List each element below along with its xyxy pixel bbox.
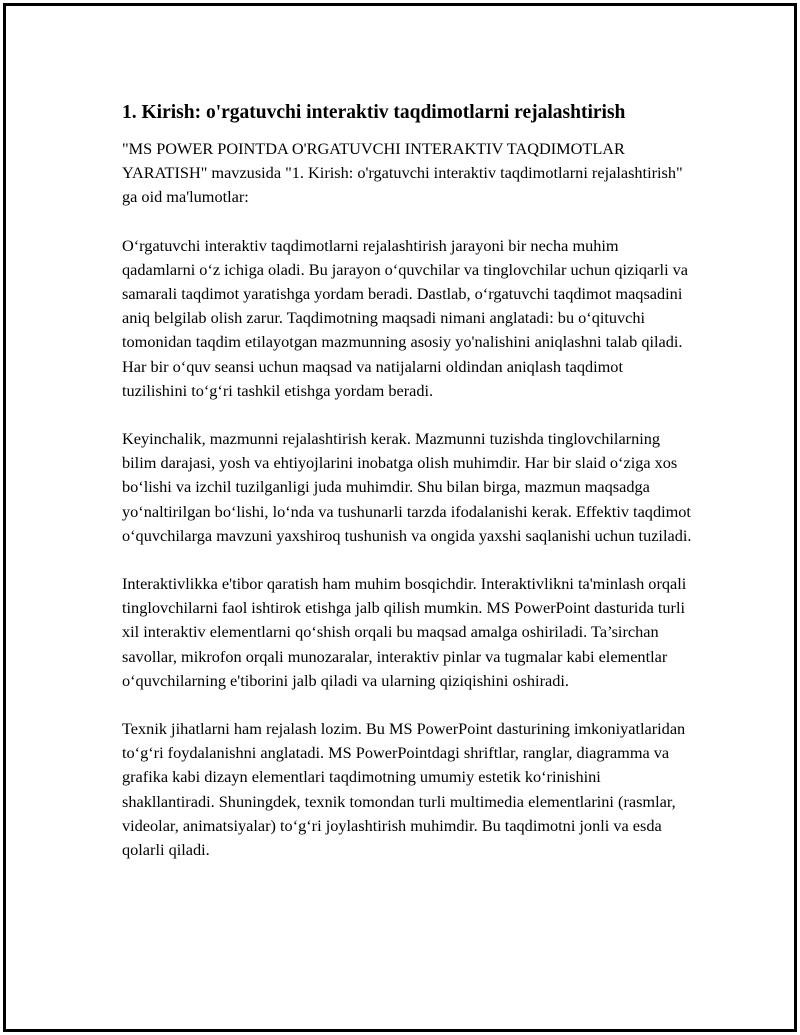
intro-paragraph: "MS POWER POINTDA O'RGATUVCHI INTERAKTIV TAQDIMOTLAR YARATISH" mavzusida "1. Kirish: o'rgatuvchi interaktiv taqdimotlarni rejalashtirish" ga oid ma'lumotlar: xyxy=(122,139,683,207)
page-frame xyxy=(3,3,797,1032)
section-heading: 1. Kirish: o'rgatuvchi interaktiv taqdimotlarni rejalashtirish xyxy=(122,102,626,123)
planning-paragraph: O‘rgatuvchi interaktiv taqdimotlarni rejalashtirish jarayoni bir necha muhim qadamlarni o‘z ichiga oladi. Bu jarayon o‘quvchilar va tinglovchilar uchun qiziqarli va samarali taqdimot yaratishga yordam beradi. Dastlab, o‘rgatuvchi taqdimot maqsadini aniq belgilab olish zarur. Taqdimotning maqsadi nimani anglatadi: bu o‘qituvchi tomonidan taqdim etilayotgan mazmunning asosiy yo'nalishini aniqlashni talab qiladi. Har bir o‘quv seansi uchun maqsad va natijalarni oldindan aniqlash taqdimot tuzilishini to‘g‘ri tashkil etishga yordam beradi. xyxy=(122,235,689,400)
document-body xyxy=(122,101,692,886)
technical-paragraph: Texnik jihatlarni ham rejalash lozim. Bu MS PowerPoint dasturining imkoniyatlaridan to‘g‘ri foydalanishni anglatadi. MS PowerPointdagi shriftlar, ranglar, diagramma va grafika kabi dizayn elementlari taqdimotning umumiy estetik ko‘rinishini shakllantiradi. Shuningdek, texnik tomondan turli multimedia elementlarini (rasmlar, videolar, animatsiyalar) to‘g‘ri joylashtirish muhimdir. Bu taqdimotni jonli va esda qolarli qiladi. xyxy=(122,719,686,860)
interactivity-paragraph: Interaktivlikka e'tibor qaratish ham muhim bosqichdir. Interaktivlikni ta'minlash orqali tinglovchilarni faol ishtirok etishga jalb qilish mumkin. MS PowerPoint dasturida turli xil interaktiv elementlarni qo‘shish orqali bu maqsad amalga oshiriladi. Ta’sirchan savollar, mikrofon orqali munozaralar, interaktiv pinlar va tugmalar kabi elementlar o‘quvchilarning e'tiborini jalb qiladi va ularning qiziqishini oshiradi. xyxy=(122,574,687,690)
content-planning-paragraph: Keyinchalik, mazmunni rejalashtirish kerak. Mazmunni tuzishda tinglovchilarning bilim darajasi, yosh va ehtiyojlarini inobatga olish muhimdir. Har bir slaid o‘ziga xos bo‘lishi va izchil tuzilganligi juda muhimdir. Shu bilan birga, mazmun maqsadga yo‘naltirilgan bo‘lishi, lo‘nda va tushunarli tarzda ifodalanishi kerak. Effektiv taqdimot o‘quvchilarga mavzuni yaxshiroq tushunish va ongida yaxshi saqlanishi uchun tuziladi. xyxy=(122,429,692,545)
